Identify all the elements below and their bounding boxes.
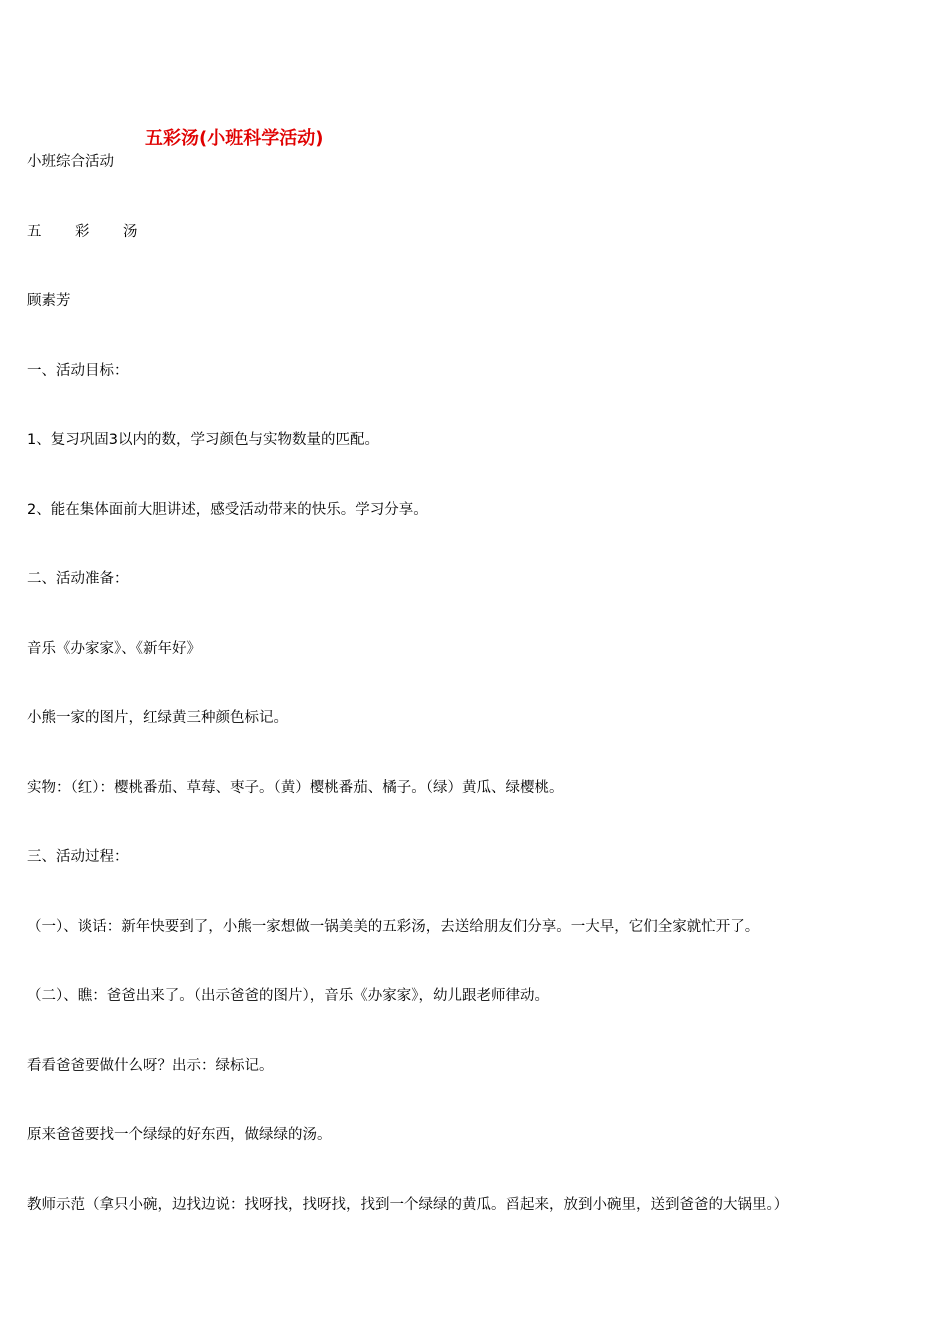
document-title: 五彩汤(小班科学活动) [145,128,324,149]
author-line: 顾素芳 [27,293,71,309]
goal-item-2: 2、能在集体面前大胆讲述，感受活动带来的快乐。学习分享。 [27,502,428,518]
process-step-1: （一）、谈话：新年快要到了，小熊一家想做一锅美美的五彩汤，去送给朋友们分享。一大早，它们全家就忙开了。 [27,919,760,935]
process-step-4: 原来爸爸要找一个绿绿的好东西，做绿绿的汤。 [27,1127,332,1143]
section-heading-goals: 一、活动目标： [27,363,129,379]
topic-line [27,222,171,242]
section-heading-preparation: 二、活动准备： [27,571,129,587]
prep-music-line: 音乐《办家家》、《新年好》 [27,641,201,657]
goal-item-1: 1、复习巩固3以内的数，学习颜色与实物数量的匹配。 [27,432,379,448]
topic-char-1: 五 [27,224,42,240]
prep-pictures-line: 小熊一家的图片，红绿黄三种颜色标记。 [27,710,288,726]
process-step-3: 看看爸爸要做什么呀？出示：绿标记。 [27,1058,274,1074]
category-line: 小班综合活动 [27,154,114,170]
topic-char-2: 彩 [75,224,90,240]
process-step-2: （二）、瞧：爸爸出来了。（出示爸爸的图片），音乐《办家家》，幼儿跟老师律动。 [27,988,549,1004]
process-step-5: 教师示范（拿只小碗，边找边说：找呀找，找呀找，找到一个绿绿的黄瓜。舀起来，放到小碗里，送到爸爸的大锅里。） [27,1197,789,1213]
section-heading-process: 三、活动过程： [27,849,129,865]
topic-char-3: 汤 [123,224,138,240]
prep-items-line: 实物：（红）：樱桃番茄、草莓、枣子。（黄）樱桃番茄、橘子。（绿）黄瓜、绿樱桃。 [27,780,564,796]
